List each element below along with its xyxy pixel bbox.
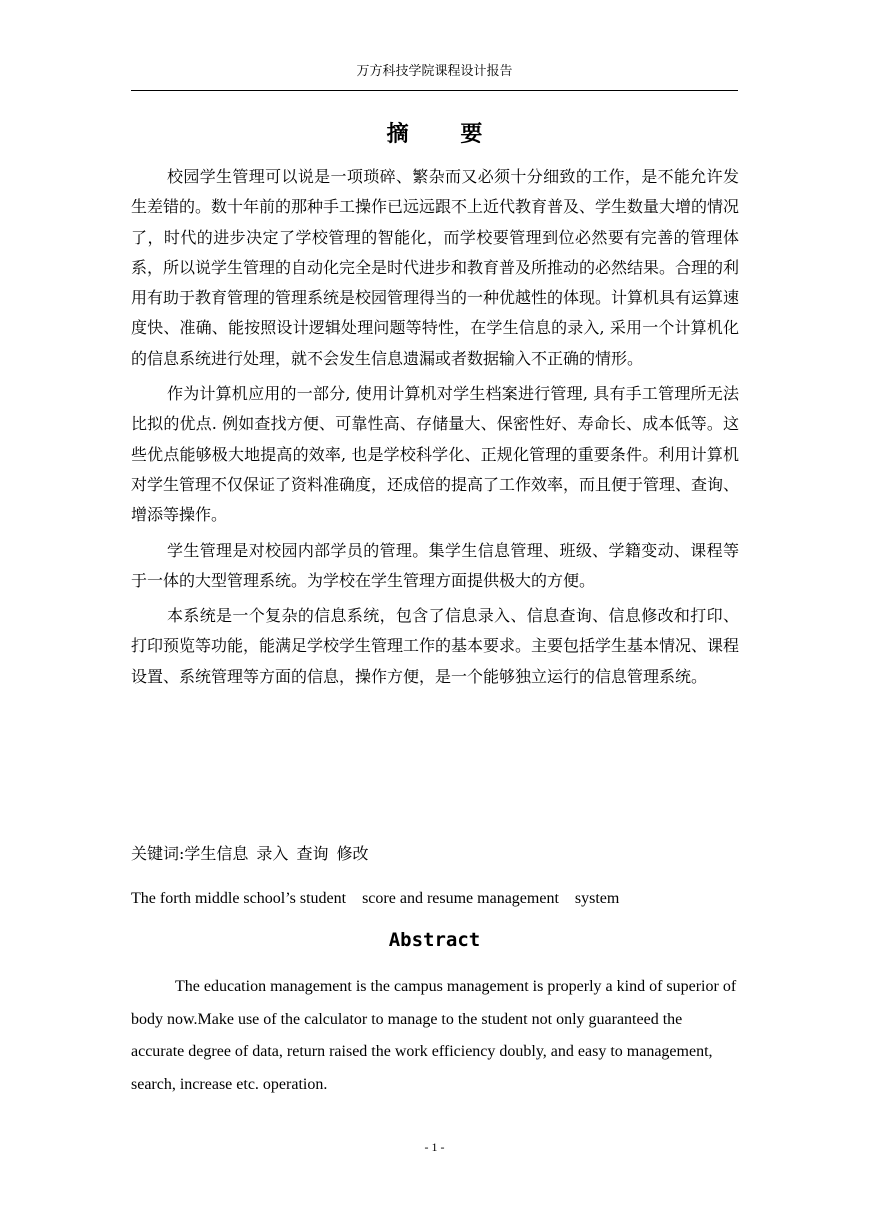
- page-number: - 1 -: [424, 1140, 445, 1154]
- keywords-label: 关键词:: [131, 844, 185, 863]
- keyword: 查询: [296, 844, 329, 863]
- keywords-line: [131, 841, 376, 867]
- header-rule: [131, 90, 738, 91]
- keyword: 录入: [256, 844, 289, 863]
- keyword: 学生信息: [184, 844, 249, 863]
- abstract-cn-paragraph-1: 校园学生管理可以说是一项琐碎、繁杂而又必须十分细致的工作，是不能允许发生差错的。数十年前的那种手工操作已远远跟不上近代教育普及、学生数量大增的情况了，时代的进步决定了学校管理的智能化，而学校要管理到位必然要有完善的管理体系，所以说学生管理的自动化完全是时代进步和教育普及所推动的必然结果。合理的利用有助于教育管理的管理系统是校园管理得当的一种优越性的体现。计算机具有运算速度快、准确、能按照设计逻辑处理问题等特性，在学生信息的录入, 采用一个计算机化的信息系统进行处理，就不会发生信息遗漏或者数据输入不正确的情形。: [131, 167, 740, 368]
- keyword: 修改: [336, 844, 369, 863]
- abstract-en-heading: Abstract: [388, 929, 481, 951]
- abstract-cn-paragraph-2: 作为计算机应用的一部分, 使用计算机对学生档案进行管理, 具有手工管理所无法比拟的优点. 例如查找方便、可靠性高、存储量大、保密性好、寿命长、成本低等。这些优点能够极大地提高的效率, 也是学校科学化、正规化管理的重要条件。利用计算机对学生管理不仅保证了资料准确度，还成倍的提高了工作效率，而且便于管理、查询、增添等操作。: [131, 384, 740, 525]
- abstract-cn-heading: 摘 要: [386, 121, 505, 147]
- english-title: The forth middle school’s student score and resume management system: [131, 890, 620, 907]
- abstract-cn-paragraph-4: 本系统是一个复杂的信息系统，包含了信息录入、信息查询、信息修改和打印、打印预览等功能，能满足学校学生管理工作的基本要求。主要包括学生基本情况、课程设置、系统管理等方面的信息，操作方便，是一个能够独立运行的信息管理系统。: [131, 606, 740, 686]
- abstract-en-paragraph: The education management is the campus management is properly a kind of superior of body now.Make use of the calculator to manage to the student not only guaranteed the accurate degree of data, return raised the work efficiency doubly, and easy to management, search, increase etc. operation.: [131, 978, 737, 1093]
- abstract-cn-paragraph-3: 学生管理是对校园内部学员的管理。集学生信息管理、班级、学籍变动、课程等于一体的大型管理系统。为学校在学生管理方面提供极大的方便。: [131, 540, 739, 590]
- page-header: 万方科技学院课程设计报告: [356, 64, 513, 79]
- abstract-cn-body: [131, 162, 739, 697]
- abstract-en-body: [131, 971, 739, 1101]
